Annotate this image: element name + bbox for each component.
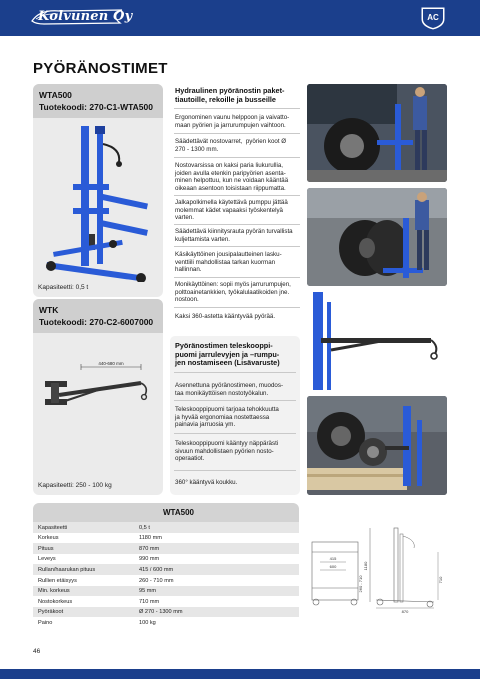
- divider: [174, 157, 300, 158]
- paragraph: Teleskooppipuomi tarjoaa tehokkuutta ja hyvää ergonomiaa nostettaessa painavia jarruosia ym.: [175, 406, 279, 429]
- spec-value: 415 / 600 mm: [139, 566, 174, 573]
- spec-row: [33, 522, 299, 533]
- paragraph: Teleskooppipuomi kääntyy näppärästi sivuun mahdollistaen pyörien nosto- operaatiot.: [175, 440, 279, 463]
- technical-drawing-icon: [306, 522, 450, 614]
- divider: [174, 307, 300, 308]
- drawing-dim-label: 870: [401, 609, 409, 614]
- photo-truck-wheel-lift: [307, 84, 447, 182]
- spec-value: 260 - 710 mm: [139, 577, 174, 584]
- divider: [174, 108, 300, 109]
- paragraph: 360° kääntyvä koukku.: [175, 479, 238, 486]
- page-number: 46: [33, 648, 41, 655]
- product-code: Tuotekoodi: 270-C1-WTA500: [39, 102, 153, 112]
- section-heading: Pyöränostimen teleskooppi- puomi jarrulevyjen ja –rumpu- jen nostamiseen (Lisävaruste): [175, 341, 280, 368]
- spec-value: 100 kg: [139, 619, 156, 626]
- spec-value: 95 mm: [139, 588, 157, 595]
- spec-key: Paino: [38, 619, 53, 626]
- spec-value: 870 mm: [139, 545, 160, 552]
- divider: [174, 470, 296, 471]
- divider: [174, 195, 300, 196]
- spec-key: Pituus: [38, 545, 54, 552]
- spec-key: Rullien etäisyys: [38, 577, 77, 584]
- wheel-lift-illustration-icon: [43, 124, 158, 282]
- spec-row: [33, 586, 299, 597]
- spec-row: [33, 596, 299, 607]
- product-card-wta500: [33, 84, 163, 297]
- photo-telescopic-boom: [307, 292, 447, 390]
- paragraph: Nostovarsissa on kaksi paria liukurullia, joiden avulla etenkin paripyörien asenta- minen helpottuu, kun ne voidaan kääntää oikeaan asentoon toisistaan riippumatta.: [175, 162, 289, 192]
- spec-key: Rullan/haarukan pituus: [38, 566, 96, 573]
- spec-value: 710 mm: [139, 598, 160, 605]
- spec-row: [33, 543, 299, 554]
- spec-key: Pyöräkoot: [38, 609, 64, 616]
- product-card-wtk: [33, 299, 163, 495]
- drawing-dim-label: 415: [329, 556, 337, 561]
- paragraph: Käsikäyttöinen jousipalautteinen lasku- venttiili mahdollistaa tarkan kuorman hallinnan.: [175, 251, 282, 274]
- capacity-label: Kapasiteetti: 0,5 t: [38, 284, 89, 291]
- divider: [174, 246, 300, 247]
- divider: [174, 400, 296, 401]
- spec-table-title: WTA500: [163, 508, 194, 517]
- drawing-dim-label: 1180: [363, 561, 368, 571]
- company-name: Kolvunen Oy: [38, 9, 133, 24]
- page-title: PYÖRÄNOSTIMET: [33, 60, 168, 77]
- paragraph: Asennettuna pyöränostimeen, muodos- taa monikäyttöisen nostotyökalun.: [175, 382, 284, 397]
- divider: [174, 224, 300, 225]
- divider: [174, 433, 296, 434]
- drawing-dim-label: 600: [329, 564, 337, 569]
- spec-key: Korkeus: [38, 535, 59, 542]
- paragraph: Säädettävät nostovarret, pyörien koot Ø 270 - 1300 mm.: [175, 138, 287, 153]
- divider: [174, 372, 296, 373]
- spec-key: Min. korkeus: [38, 588, 70, 595]
- photo-brake-drum-lift: [307, 396, 447, 495]
- product-code: Tuotekoodi: 270-C2-6007000: [39, 317, 154, 327]
- spec-row: [33, 575, 299, 586]
- paragraph: Säädettävä kiinnitysrauta pyörän turvallista kuljettamista varten.: [175, 228, 293, 243]
- spec-value: 990 mm: [139, 556, 160, 563]
- dimension-label: 440-680 mm: [98, 361, 124, 366]
- spec-table-header: [33, 503, 299, 522]
- ac-badge-text: AC: [427, 13, 439, 22]
- telescopic-boom-illustration-icon: [41, 359, 159, 429]
- spec-value: 1180 mm: [139, 535, 162, 542]
- divider: [174, 133, 300, 134]
- product-model: WTK: [39, 305, 59, 315]
- spec-key: Leveys: [38, 556, 56, 563]
- photo-twin-wheels-lift: [307, 188, 447, 286]
- paragraph: Kaksi 360-astetta kääntyvää pyörää.: [175, 313, 276, 320]
- section-heading: Hydraulinen pyöränostin paket- tiautoille, rekoille ja busseille: [175, 86, 285, 104]
- spec-row: [33, 564, 299, 575]
- product-model: WTA500: [39, 90, 72, 100]
- spec-row: [33, 607, 299, 618]
- paragraph: Ergonominen vaunu helppoon ja vaivatto- maan pyörien ja jarrurumpujen vaihtoon.: [175, 114, 290, 129]
- product-card-header: [33, 84, 163, 118]
- spec-value: 0,5 t: [139, 524, 150, 531]
- spec-key: Nostokorkeus: [38, 598, 73, 605]
- drawing-dim-label: 260 - 710: [358, 575, 363, 593]
- spec-row: [33, 617, 299, 628]
- bottom-bar: [0, 669, 480, 679]
- paragraph: Monikäyttöinen: sopii myös jarrurumpujen, polttoainetankkien, työkalulaatikoiden jne. nostoon.: [175, 281, 291, 304]
- spec-row: [33, 554, 299, 565]
- divider: [174, 277, 300, 278]
- drawing-dim-label: 710: [438, 576, 443, 584]
- ac-badge-icon: [419, 5, 447, 31]
- product-card-header: [33, 299, 163, 333]
- spec-row: [33, 533, 299, 544]
- spec-value: Ø 270 - 1300 mm: [139, 609, 183, 616]
- spec-key: Kapasiteetti: [38, 524, 68, 531]
- paragraph: Jalkapolkimella käytettävä pumppu jättää molemmat kädet vapaaksi työskentelyä varten.: [175, 199, 288, 222]
- capacity-label: Kapasiteetti: 250 - 100 kg: [38, 482, 112, 489]
